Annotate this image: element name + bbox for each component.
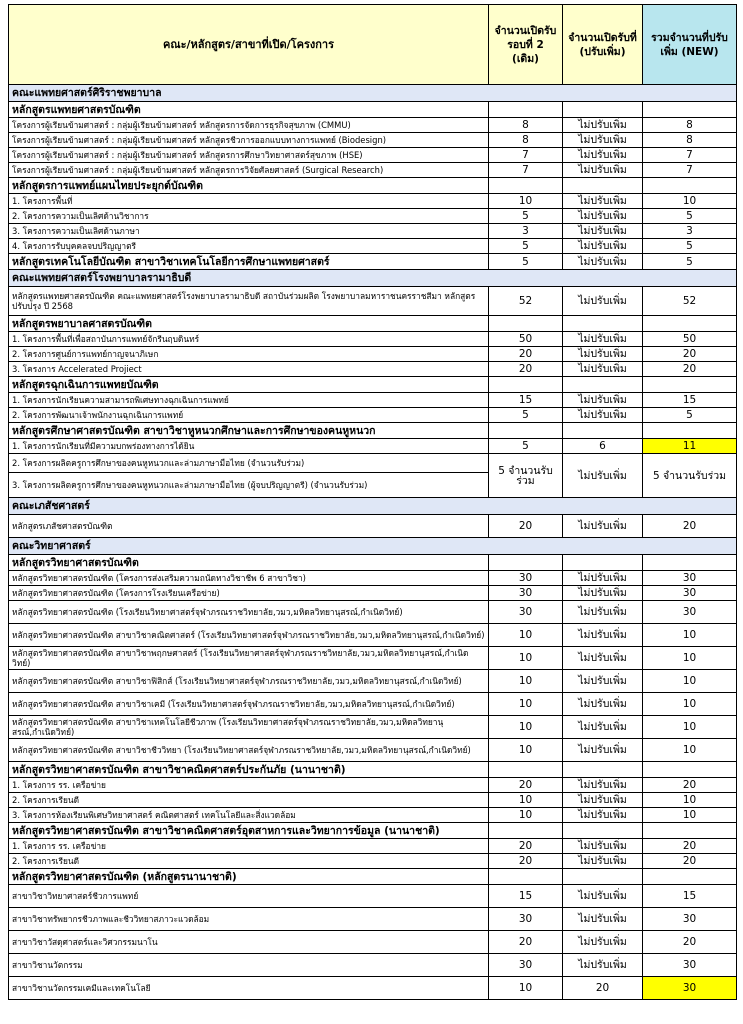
original-seats: 5 [489, 408, 563, 423]
total-seats: 5 [643, 254, 737, 270]
empty-cell [489, 762, 563, 778]
table-row [9, 194, 737, 209]
empty-cell [563, 555, 643, 571]
added-seats: ไม่ปรับเพิ่ม [563, 362, 643, 377]
original-seats: 10 [489, 624, 563, 647]
empty-cell [489, 377, 563, 393]
total-seats: 30 [643, 601, 737, 624]
header-total-new: รวมจำนวนที่ปรับเพิ่ม (NEW) [643, 5, 737, 85]
original-seats: 30 [489, 601, 563, 624]
program-name: หลักสูตรวิทยาศาสตรบัณฑิต สาขาวิชาคณิตศาสตร์ประกันภัย (นานาชาติ) [9, 762, 489, 778]
added-seats: ไม่ปรับเพิ่ม [563, 647, 643, 670]
added-seats: ไม่ปรับเพิ่ม [563, 133, 643, 148]
table-row [9, 854, 737, 869]
empty-cell [643, 102, 737, 118]
admission-document [8, 4, 736, 1000]
added-seats: ไม่ปรับเพิ่ม [563, 254, 643, 270]
empty-cell [489, 316, 563, 332]
total-seats: 5 จำนวนรับร่วม [643, 454, 737, 498]
table-row [9, 393, 737, 408]
project-name: โครงการผู้เรียนข้ามศาสตร์ : กลุ่มผู้เรียนข้ามศาสตร์ หลักสูตรการศึกษาวิทยาศาสตร์สุขภาพ (HSE) [9, 148, 489, 163]
table-row [9, 778, 737, 793]
project-name: หลักสูตรแพทยศาสตรบัณฑิต คณะแพทยศาสตร์โรงพยาบาลรามาธิบดี สถาบันร่วมผลิต โรงพยาบาลมหาราชนครราชสีมา หลักสูตรปรับปรุง ปี 2568 [9, 287, 489, 316]
original-seats: 52 [489, 287, 563, 316]
added-seats: ไม่ปรับเพิ่ม [563, 693, 643, 716]
empty-cell [563, 102, 643, 118]
program-header-row [9, 178, 737, 194]
total-seats: 10 [643, 624, 737, 647]
table-row [9, 571, 737, 586]
project-name: 1. โครงการ รร. เครือข่าย [9, 778, 489, 793]
added-seats: ไม่ปรับเพิ่ม [563, 408, 643, 423]
table-row [9, 347, 737, 362]
added-seats: ไม่ปรับเพิ่ม [563, 954, 643, 977]
original-seats: 30 [489, 954, 563, 977]
project-name: 1. โครงการพื้นที่เพื่อสถาบันการแพทย์จักรีนฤบดินทร์ [9, 332, 489, 347]
original-seats: 20 [489, 515, 563, 538]
total-seats: 10 [643, 808, 737, 823]
project-name: หลักสูตรวิทยาศาสตรบัณฑิต (โครงการส่งเสริมความถนัดทางวิชาชีพ 6 สาขาวิชา) [9, 571, 489, 586]
added-seats: ไม่ปรับเพิ่ม [563, 393, 643, 408]
table-row [9, 839, 737, 854]
program-name: หลักสูตรพยาบาลศาสตรบัณฑิต [9, 316, 489, 332]
original-seats: 50 [489, 332, 563, 347]
added-seats: ไม่ปรับเพิ่ม [563, 854, 643, 869]
added-seats: ไม่ปรับเพิ่ม [563, 287, 643, 316]
project-name: สาขาวิชาวิทยาศาสตร์ชีวการแพทย์ [9, 885, 489, 908]
faculty-row [9, 270, 737, 287]
table-row [9, 332, 737, 347]
faculty-name: คณะแพทยศาสตร์ศิริราชพยาบาล [9, 85, 737, 102]
original-seats: 5 [489, 209, 563, 224]
faculty-name: คณะเภสัชศาสตร์ [9, 498, 737, 515]
table-row [9, 716, 737, 739]
original-seats: 8 [489, 118, 563, 133]
table-row [9, 647, 737, 670]
total-seats: 15 [643, 885, 737, 908]
project-name: 4. โครงการรับบุคคลจบปริญญาตรี [9, 239, 489, 254]
original-seats: 20 [489, 839, 563, 854]
empty-cell [643, 377, 737, 393]
added-seats: ไม่ปรับเพิ่ม [563, 931, 643, 954]
original-seats: 20 [489, 347, 563, 362]
project-name: 1. โครงการนักเรียนความสามารถพิเศษทางฉุกเฉินการแพทย์ [9, 393, 489, 408]
original-seats: 7 [489, 148, 563, 163]
added-seats: ไม่ปรับเพิ่ม [563, 839, 643, 854]
total-seats: 30 [643, 571, 737, 586]
total-seats: 52 [643, 287, 737, 316]
total-seats: 5 [643, 408, 737, 423]
table-row [9, 739, 737, 762]
added-seats: ไม่ปรับเพิ่ม [563, 624, 643, 647]
project-name: 3. โครงการ Accelerated Projiect [9, 362, 489, 377]
program-name: หลักสูตรการแพทย์แผนไทยประยุกต์บัณฑิต [9, 178, 489, 194]
total-seats: 30 [643, 977, 737, 1000]
total-seats: 7 [643, 163, 737, 178]
project-name: หลักสูตรวิทยาศาสตรบัณฑิต (โครงการโรงเรียนเครือข่าย) [9, 586, 489, 601]
project-name: หลักสูตรวิทยาศาสตรบัณฑิต สาขาวิชาเทคโนโลยีชีวภาพ (โรงเรียนวิทยาศาสตร์จุฬาภรณราชวิทยาลัย,วมว,มหิดลวิทยานุสรณ์,กำเนิดวิทย์) [9, 716, 489, 739]
empty-cell [643, 555, 737, 571]
total-seats: 15 [643, 393, 737, 408]
original-seats: 10 [489, 647, 563, 670]
total-seats: 10 [643, 739, 737, 762]
empty-cell [643, 762, 737, 778]
table-row [9, 408, 737, 423]
project-name: 3. โครงการห้องเรียนพิเศษวิทยาศาสตร์ คณิตศาสตร์ เทคโนโลยีและสิ่งแวดล้อม [9, 808, 489, 823]
program-name: หลักสูตรเทคโนโลยีบัณฑิต สาขาวิชาเทคโนโลยีการศึกษาแพทยศาสตร์ [9, 254, 489, 270]
original-seats: 20 [489, 931, 563, 954]
total-seats: 20 [643, 515, 737, 538]
empty-cell [563, 762, 643, 778]
original-seats: 8 [489, 133, 563, 148]
faculty-row [9, 538, 737, 555]
table-row [9, 954, 737, 977]
admission-table [8, 4, 737, 1000]
project-name: หลักสูตรวิทยาศาสตรบัณฑิต สาขาวิชาคณิตศาสตร์ (โรงเรียนวิทยาศาสตร์จุฬาภรณราชวิทยาลัย,วมว,มหิดลวิทยานุสรณ์,กำเนิดวิทย์) [9, 624, 489, 647]
program-header-row [9, 423, 737, 439]
added-seats: ไม่ปรับเพิ่ม [563, 808, 643, 823]
total-seats: 30 [643, 908, 737, 931]
table-row [9, 287, 737, 316]
added-seats: ไม่ปรับเพิ่ม [563, 908, 643, 931]
table-row [9, 885, 737, 908]
project-name: 2. โครงการศูนย์การแพทย์กาญจนาภิเษก [9, 347, 489, 362]
original-seats: 30 [489, 586, 563, 601]
total-seats: 30 [643, 586, 737, 601]
empty-cell [489, 555, 563, 571]
table-row [9, 118, 737, 133]
total-seats: 10 [643, 194, 737, 209]
table-row [9, 133, 737, 148]
empty-cell [563, 178, 643, 194]
original-seats: 15 [489, 885, 563, 908]
program-name: หลักสูตรวิทยาศาสตรบัณฑิต (หลักสูตรนานาชาติ) [9, 869, 489, 885]
added-seats: ไม่ปรับเพิ่ม [563, 885, 643, 908]
total-seats: 10 [643, 693, 737, 716]
table-row [9, 601, 737, 624]
original-seats: 3 [489, 224, 563, 239]
table-row [9, 670, 737, 693]
added-seats: ไม่ปรับเพิ่ม [563, 601, 643, 624]
total-seats: 5 [643, 239, 737, 254]
added-seats: ไม่ปรับเพิ่ม [563, 194, 643, 209]
project-name: 2. โครงการเรียนดี [9, 854, 489, 869]
empty-cell [643, 823, 737, 839]
table-row [9, 163, 737, 178]
project-name: หลักสูตรวิทยาศาสตรบัณฑิต สาขาวิชาฟิสิกส์ (โรงเรียนวิทยาศาสตร์จุฬาภรณราชวิทยาลัย,วมว,มหิดลวิทยานุสรณ์,กำเนิดวิทย์) [9, 670, 489, 693]
project-name: หลักสูตรวิทยาศาสตรบัณฑิต สาขาวิชาเคมี (โรงเรียนวิทยาศาสตร์จุฬาภรณราชวิทยาลัย,วมว,มหิดลวิทยานุสรณ์,กำเนิดวิทย์) [9, 693, 489, 716]
table-row [9, 624, 737, 647]
project-name: สาขาวิชานวัตกรรม [9, 954, 489, 977]
original-seats: 5 [489, 439, 563, 454]
project-name: 1. โครงการพื้นที่ [9, 194, 489, 209]
table-row [9, 793, 737, 808]
total-seats: 50 [643, 332, 737, 347]
project-name: 3. โครงการผลิตครูการศึกษาของคนหูหนวกและล่ามภาษามือไทย (ผู้จบปริญญาตรี) (จำนวนรับร่วม) [9, 473, 489, 498]
added-seats: ไม่ปรับเพิ่ม [563, 716, 643, 739]
empty-cell [489, 823, 563, 839]
program-name: หลักสูตรฉุกเฉินการแพทยบัณฑิต [9, 377, 489, 393]
program-name: หลักสูตรวิทยาศาสตรบัณฑิต สาขาวิชาคณิตศาสตร์อุตสาหการและวิทยาการข้อมูล (นานาชาติ) [9, 823, 489, 839]
added-seats: ไม่ปรับเพิ่ม [563, 148, 643, 163]
table-row [9, 586, 737, 601]
project-name: หลักสูตรเภสัชศาสตรบัณฑิต [9, 515, 489, 538]
program-header-row [9, 102, 737, 118]
table-row [9, 977, 737, 1000]
program-name: หลักสูตรวิทยาศาสตรบัณฑิต [9, 555, 489, 571]
added-seats: ไม่ปรับเพิ่ม [563, 239, 643, 254]
project-name: 1. โครงการนักเรียนที่มีความบกพร่องทางการได้ยิน [9, 439, 489, 454]
table-row [9, 908, 737, 931]
project-name: 2. โครงการความเป็นเลิศด้านวิชาการ [9, 209, 489, 224]
table-row [9, 209, 737, 224]
table-row [9, 515, 737, 538]
original-seats: 30 [489, 908, 563, 931]
empty-cell [563, 316, 643, 332]
total-seats: 20 [643, 347, 737, 362]
total-seats: 20 [643, 839, 737, 854]
project-name: 3. โครงการความเป็นเลิศด้านภาษา [9, 224, 489, 239]
faculty-row [9, 498, 737, 515]
added-seats: ไม่ปรับเพิ่ม [563, 793, 643, 808]
added-seats: ไม่ปรับเพิ่ม [563, 163, 643, 178]
total-seats: 20 [643, 362, 737, 377]
original-seats: 10 [489, 693, 563, 716]
empty-cell [489, 423, 563, 439]
table-row [9, 454, 737, 473]
added-seats: ไม่ปรับเพิ่ม [563, 118, 643, 133]
original-seats: 10 [489, 808, 563, 823]
empty-cell [643, 178, 737, 194]
project-name: 2. โครงการผลิตครูการศึกษาของคนหูหนวกและล่ามภาษามือไทย (จำนวนรับร่วม) [9, 454, 489, 473]
original-seats: 5 จำนวนรับร่วม [489, 454, 563, 498]
empty-cell [489, 178, 563, 194]
table-row [9, 239, 737, 254]
added-seats: ไม่ปรับเพิ่ม [563, 670, 643, 693]
header-original-seats: จำนวนเปิดรับรอบที่ 2 (เดิม) [489, 5, 563, 85]
project-name: โครงการผู้เรียนข้ามศาสตร์ : กลุ่มผู้เรียนข้ามศาสตร์ หลักสูตรการวิจัยศัลยศาสตร์ (Surgical Research) [9, 163, 489, 178]
empty-cell [489, 102, 563, 118]
table-header-row [9, 5, 737, 85]
project-name: สาขาวิชานวัตกรรมเคมีและเทคโนโลยี [9, 977, 489, 1000]
empty-cell [643, 423, 737, 439]
added-seats: ไม่ปรับเพิ่ม [563, 778, 643, 793]
empty-cell [489, 869, 563, 885]
project-name: หลักสูตรวิทยาศาสตรบัณฑิต สาขาวิชาพฤกษศาสตร์ (โรงเรียนวิทยาศาสตร์จุฬาภรณราชวิทยาลัย,วมว,มหิดลวิทยานุสรณ์,กำเนิดวิทย์) [9, 647, 489, 670]
project-name: 2. โครงการพัฒนาเจ้าพนักงานฉุกเฉินการแพทย์ [9, 408, 489, 423]
original-seats: 10 [489, 739, 563, 762]
original-seats: 10 [489, 670, 563, 693]
table-row [9, 693, 737, 716]
total-seats: 8 [643, 133, 737, 148]
added-seats: ไม่ปรับเพิ่ม [563, 209, 643, 224]
added-seats: ไม่ปรับเพิ่ม [563, 332, 643, 347]
faculty-name: คณะวิทยาศาสตร์ [9, 538, 737, 555]
added-seats: ไม่ปรับเพิ่ม [563, 586, 643, 601]
total-seats: 3 [643, 224, 737, 239]
table-row [9, 148, 737, 163]
original-seats: 5 [489, 239, 563, 254]
program-header-row [9, 555, 737, 571]
total-seats: 11 [643, 439, 737, 454]
table-body [9, 85, 737, 1000]
empty-cell [563, 423, 643, 439]
added-seats: ไม่ปรับเพิ่ม [563, 739, 643, 762]
total-seats: 10 [643, 793, 737, 808]
project-name: หลักสูตรวิทยาศาสตรบัณฑิต (โรงเรียนวิทยาศาสตร์จุฬาภรณราชวิทยาลัย,วมว,มหิดลวิทยานุสรณ์,กำเนิดวิทย์) [9, 601, 489, 624]
total-seats: 10 [643, 647, 737, 670]
added-seats: ไม่ปรับเพิ่ม [563, 347, 643, 362]
total-seats: 10 [643, 670, 737, 693]
table-row [9, 362, 737, 377]
empty-cell [643, 869, 737, 885]
table-row [9, 224, 737, 239]
total-seats: 7 [643, 148, 737, 163]
added-seats: ไม่ปรับเพิ่ม [563, 515, 643, 538]
original-seats: 10 [489, 716, 563, 739]
table-row [9, 931, 737, 954]
program-name: หลักสูตรศึกษาศาสตรบัณฑิต สาขาวิชาหูหนวกศึกษาและการศึกษาของคนหูหนวก [9, 423, 489, 439]
empty-cell [643, 316, 737, 332]
faculty-name: คณะแพทยศาสตร์โรงพยาบาลรามาธิบดี [9, 270, 737, 287]
project-name: 2. โครงการเรียนดี [9, 793, 489, 808]
total-seats: 10 [643, 716, 737, 739]
total-seats: 5 [643, 209, 737, 224]
project-name: โครงการผู้เรียนข้ามศาสตร์ : กลุ่มผู้เรียนข้ามศาสตร์ หลักสูตรการจัดการธุรกิจสุขภาพ (CMMU) [9, 118, 489, 133]
program-header-row [9, 377, 737, 393]
program-header-row [9, 869, 737, 885]
original-seats: 10 [489, 977, 563, 1000]
added-seats: ไม่ปรับเพิ่ม [563, 571, 643, 586]
original-seats: 20 [489, 854, 563, 869]
added-seats: ไม่ปรับเพิ่ม [563, 454, 643, 498]
project-name: สาขาวิชาวัสดุศาสตร์และวิศวกรรมนาโน [9, 931, 489, 954]
faculty-row [9, 85, 737, 102]
original-seats: 15 [489, 393, 563, 408]
total-seats: 20 [643, 778, 737, 793]
original-seats: 20 [489, 778, 563, 793]
program-header-row [9, 823, 737, 839]
project-name: โครงการผู้เรียนข้ามศาสตร์ : กลุ่มผู้เรียนข้ามศาสตร์ หลักสูตรชีวการออกแบบทางการแพทย์ (Biodesign) [9, 133, 489, 148]
program-name: หลักสูตรแพทยศาสตรบัณฑิต [9, 102, 489, 118]
program-header-row [9, 316, 737, 332]
table-row [9, 439, 737, 454]
program-header-row [9, 762, 737, 778]
program-row [9, 254, 737, 270]
added-seats: 6 [563, 439, 643, 454]
project-name: 1. โครงการ รร. เครือข่าย [9, 839, 489, 854]
project-name: สาขาวิชาทรัพยากรชีวภาพและชีววิทยาสภาวะแวดล้อม [9, 908, 489, 931]
original-seats: 10 [489, 793, 563, 808]
original-seats: 30 [489, 571, 563, 586]
header-added-seats: จำนวนเปิดรับที่ (ปรับเพิ่ม) [563, 5, 643, 85]
added-seats: 20 [563, 977, 643, 1000]
project-name: หลักสูตรวิทยาศาสตรบัณฑิต สาขาวิชาชีววิทยา (โรงเรียนวิทยาศาสตร์จุฬาภรณราชวิทยาลัย,วมว,มหิดลวิทยานุสรณ์,กำเนิดวิทย์) [9, 739, 489, 762]
original-seats: 10 [489, 194, 563, 209]
empty-cell [563, 869, 643, 885]
total-seats: 8 [643, 118, 737, 133]
total-seats: 20 [643, 854, 737, 869]
total-seats: 20 [643, 931, 737, 954]
added-seats: ไม่ปรับเพิ่ม [563, 224, 643, 239]
original-seats: 5 [489, 254, 563, 270]
header-program-column: คณะ/หลักสูตร/สาขาที่เปิด/โครงการ [9, 5, 489, 85]
table-row [9, 808, 737, 823]
empty-cell [563, 823, 643, 839]
original-seats: 20 [489, 362, 563, 377]
original-seats: 7 [489, 163, 563, 178]
total-seats: 30 [643, 954, 737, 977]
empty-cell [563, 377, 643, 393]
